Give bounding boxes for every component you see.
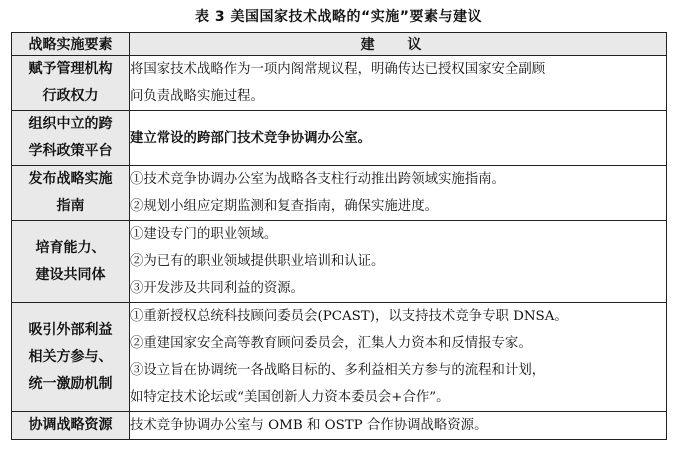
rec-line: 将国家技术战略作为一项内阁常规议程，明确传达已授权国家安全副顾 [130,62,546,77]
element-line: 相关方参与、 [28,348,113,365]
rec-line: 技术竞争协调办公室与 OMB 和 OSTP 合作协调战略资源。 [130,418,488,433]
element-line: 协调战略资源 [28,417,113,433]
table-row [12,56,667,111]
row-element [12,111,130,166]
strategy-table [11,32,667,440]
element-line: 统一激励机制 [28,375,113,392]
rec-line: ①建设专门的职业领域。 [130,227,278,242]
rec-line: 建立常设的跨部门技术竞争协调办公室。 [130,129,372,146]
element-line: 建设共同体 [35,266,106,283]
rec-line: ①技术竞争协调办公室为战略各支柱行动推出跨领域实施指南。 [130,172,505,187]
row-recommendation [130,166,667,221]
element-line: 行政权力 [42,88,99,104]
rec-line: ②为已有的职业领域提供职业培训和认证。 [130,254,385,269]
rec-line: 如特定技术论坛或“美国创新人力资本委员会+合作”。 [130,390,450,405]
element-line: 赋予管理机构 [28,61,113,77]
rec-line: ②重建国家安全高等教育顾问委员会，汇集人力资本和反情报专家。 [130,336,532,351]
row-recommendation [130,412,667,440]
element-line: 培育能力、 [35,239,106,256]
element-line: 指南 [56,198,85,214]
table-title: 表 3 美国国家技术战略的“实施”要素与建议 [195,9,482,25]
row-element [12,166,130,221]
row-recommendation [130,221,667,303]
row-element [12,56,130,111]
table-row [12,166,667,221]
row-recommendation [130,56,667,111]
header-element: 战略实施要素 [12,33,130,56]
rec-line: ②规划小组应定期监测和复查指南，确保实施进度。 [130,199,438,214]
rec-line: ①重新授权总统科技顾问委员会(PCAST)，以支持技术竞争专职 DNSA。 [130,309,568,324]
table-row [12,303,667,412]
element-line: 学科政策平台 [28,143,113,159]
row-element [12,221,130,303]
rec-line: ③设立旨在协调统一各战略目标的、多利益相关方参与的流程和计划， [130,363,546,378]
table-row [12,221,667,303]
row-recommendation [130,111,667,166]
rec-line: 问负责战略实施过程。 [130,89,264,104]
table-row [12,412,667,440]
table-row [12,111,667,166]
rec-line: ③开发涉及共同利益的资源。 [130,281,305,296]
table-header-row [12,33,667,56]
element-line: 组织中立的跨 [28,116,113,132]
row-element [12,303,130,412]
row-recommendation [130,303,667,412]
element-line: 发布战略实施 [28,171,113,187]
header-recommendation: 建 议 [130,33,667,56]
row-element [12,412,130,440]
element-line: 吸引外部利益 [28,321,113,338]
